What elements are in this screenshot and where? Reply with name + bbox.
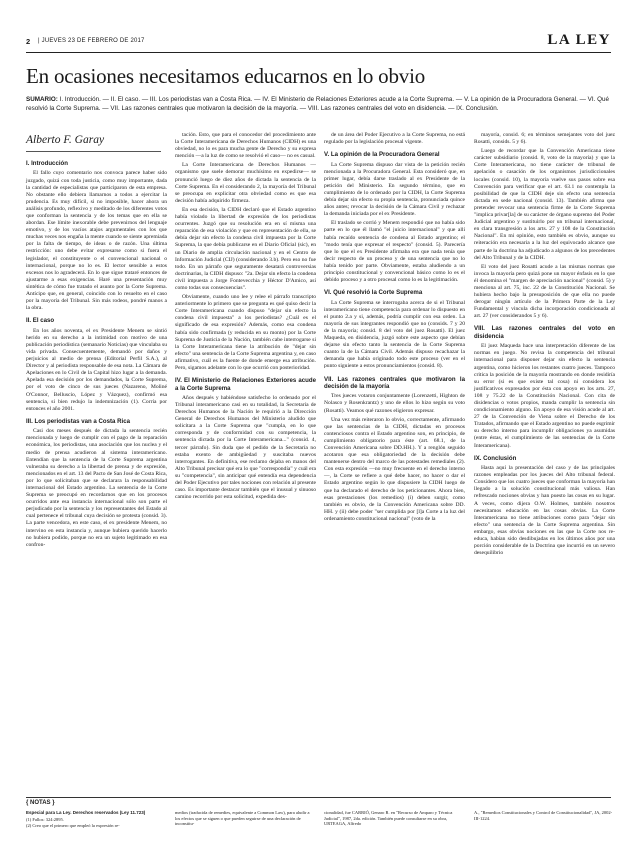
text-column-1: [26, 160, 167, 551]
notes-column-3: [324, 810, 464, 828]
paragraph: de un área del Poder Ejecutivo a la Corte Suprema, no está regulado por la legislación procesal vigente.: [324, 132, 465, 146]
page-number: 2: [26, 37, 31, 46]
paragraph: El voto del juez Rosatti acude a las mismas normas que invoca la mayoría pero quizá pone un mayor énfasis en lo que él denomina el "margen de apreciación nacional" (consid. 5) y menciona al art. 75, inc. 22 de la Constitución Nacional. Se hubiera hecho bajo la presuposición de que ella no puede derogar ningún artículo de la Primera Parte de la Ley Fundamental y vincula dicha incorporación condicionada al art. 27 (ver considerandos 5 y 6).: [474, 263, 615, 320]
paragraph: Casi dos meses después de dictada la sentencia recién mencionada y luego de cumplir con el pago de la reparación económica, los periodistas, una asociación que los nuclea y el medio de prensa acudieron al sistema interamericano. Entendían que la sentencia de la Corte Suprema argentina vulneraba su derecho a la libertad de prensa y de expresión, mencionados en el art. 13 del Pacto de San José de Costa Rica, por lo que solicitaban que se declarara la responsabilidad internacional del Estado argentino. La sentencia de la Corte Suprema se preocupó en recordarnos que en los procesos ocurridos ante esa instancia internacional sólo son parte el perjudicado por la sentencia y los representantes del Estado al cual pertenece el tribunal cuya decisión se protesta (consid. 3). La parte vencedora, en este caso, el ex presidente Menem, no intervino en esta instancia y, aunque hubiera querido hacerlo no hubiera podido, porque no era un sujeto legitimado en esa confron-: [26, 428, 167, 548]
paragraph: El fallo cuyo comentario nos convoca parece haber sido juzgado, quizá con toda justicia, como muy importante, dada la cantidad de especialistas que participaron de esta empresa. No obstante ello debiera llamarnos a todos a ejercitar la prudencia. Es muy difícil, si no imposible, hacer ahora un análisis profundo, reflexivo y meditado de los diferentes votos que conforman la sentencia y de los temas que en ella se abordan. Ese límite inexorable debe prevenirnos del lenguaje emotivo, y de los vacíos atajos argumentales con los que muchas veces nos engaña la mente cuando se siente apremiada por la falta de tiempo, de ideas o de razón. Una última restricción: uno debe evitar expresarse como si fuera el legislador, el constituyente o el convencional nacional o internacional, porque no lo es. El lector sensible a estos excesos nos lo agradecerá. En lo que sigue trataré entonces de ajustarme a esas exigencias. Haré una presentación muy sintética de cómo fue tratado el asunto por la Corte Suprema. Antícipo que, en general, coincido con lo resuelto en el caso por la mayoría del Tribunal. Sin más rodeos, pondré manos a la obra.: [26, 170, 167, 312]
footnote: Especial para La Ley. Derechos reservados (Ley 11.723): [26, 810, 146, 815]
paragraph: Obviamente, cuando uno lee y relee el párrafo transcripto anteriormente lo primero que se pregunta es qué quiso decir la Corte Interamericana cuando dispuso "dejar sin efecto la condena civil impuesta" a los periodistas? ¿Cuál es el significado de esa expresión? Además, como esa condena había sido confirmada (y reducida en su monto) por la Corte Suprema de Justicia de la Nación, también cabe interrogarse si la Corte Interamericana tiene la atribución de "dejar sin efecto" una sentencia de la Corte Suprema argentina y, en caso afirmativo, cuál es la fuente de donde emerge esa atribución. Pero, sigamos adelante con lo que ocurrió con posterioridad.: [175, 294, 316, 371]
section-heading: IX. Conclusión: [474, 454, 517, 462]
text-column-4: [474, 132, 615, 559]
section-heading: VII. Las razones centrales que motivaron la decisión de la mayoría: [324, 375, 465, 390]
article-title: En ocasiones necesitamos educarnos en lo obvio: [26, 64, 426, 88]
notes-column-4: [474, 810, 614, 822]
issue-date: | JUEVES 23 DE FEBRERO DE 2017: [38, 38, 145, 44]
paragraph: Luego de recordar que la Convención Americana tiene carácter subsidiario (consid. 8, voto de la mayoría) y que la Corte Interamericana, no tiene carácter de tribunal de apelación o casación de los organismos jurisdiccionales locales (consid. 10), la mayoría vuelve sus pasos sobre esa Convención para verificar que el art. 63.1 no contempla la posibilidad de que la CIDH deje sin efecto una sentencia dictada en sede nacional (consid. 13). También afirma que pretender revocar una sentencia firme de la Corte Suprema "implica privar[la] de su carácter de órgano supremo del Poder Judicial argentino y sustituirlo por un tribunal internacional, en clara transgresión a los arts. 27 y 108 de la Constitución Nacional". En mi opinión, esto también es obvio, aunque su reiteración era necesaria a la luz del equivocado alcance que parte de la doctrina ha adjudicado a algunos de los precedentes del Alto Tribunal y de la CIDH.: [474, 148, 615, 261]
footnote: medios (traducida de remedies, equivalente a Common Law), para aludir a los efectos que se siguen o que pueden seguirse de una declaración de inconstitu-: [175, 810, 310, 827]
section-heading: III. Los periodistas van a Costa Rica: [26, 417, 130, 425]
notes-column-2: [175, 810, 315, 828]
section-heading: VI. Qué resolvió la Corte Suprema: [324, 289, 423, 297]
paragraph: La Corte Suprema dispuso dar vista de la petición recién mencionada a la Procuradora General. Esta consideró que, en primer lugar, debía darse traslado al ex Presidente de la petición del Ministerio. En segundo término, que en cumplimiento de lo ordenado por la CIDH, la Corte Suprema debía dejar sin efecto su propia sentencia, pronunciada quince años antes; revocar la decisión de la Cámara Civil y rechazar la demanda iniciada por el ex Presidente.: [324, 161, 465, 218]
paragraph: Tres jueces votaron conjuntamente (Lorenzetti, Highton de Nolasco y Rosenkrantz) y uno de ellos lo hizo según su voto (Rosatti). Veamos qué razones eligieron expresar.: [324, 393, 465, 414]
summary-label: SUMARIO:: [26, 96, 58, 103]
section-heading: II. El caso: [26, 317, 55, 325]
notes-heading: { NOTAS }: [26, 800, 55, 806]
article-summary: [26, 96, 611, 113]
page-header: [26, 32, 611, 53]
section-heading: V. La opinión de la Procuradora General: [324, 151, 440, 159]
notes-divider: [26, 797, 611, 798]
paragraph: El juez Maqueda hace una interpretación diferente de las normas en juego. No revisa la competencia del tribunal internacional para disponer dejar sin efecto la sentencia argentina, como hicieron los restantes cuatro jueces. Tampoco critica la posición de la mayoría mostrando en donde residiría su error (si es que existe tal cosa) ni considera los justificativos expresados por ésta con apoyo en los arts. 27, 108 y 75.22 de la Constitución Nacional. Con cita de disidencias o votos propios, manda cumplir la sentencia sin condicionamiento alguno. En apoyo de esa visión acude al art. 27 de la Convención de Viena sobre el Derecho de los Tratados, afirmando que el Estado argentino no puede esgrimir su derecho interno para incumplir obligaciones ya asumidas (entre éstas, el cumplimiento de las sentencias de la Corte Interamericana).: [474, 343, 615, 449]
paragraph: tación. Esto, que para el conocedor del procedimiento ante la Corte Interamericana de Derechos Humanos (CIDH) es una obviedad, no lo es para mucha gente de Derecho y su expresa mención —a la luz de como se resolvió el caso— no es casual.: [175, 132, 316, 160]
paragraph: Una vez más reiteraron lo obvio, correctamente, afirmando que las sentencias de la CIDH, dictadas en procesos contenciosos contra el Estado argentino son, en principio, de cumplimiento obligatorio para éste (art. 68.1, de la Convención Americana sobre DD.HH.). Y a renglón seguido acotaron que esa obligatoriedad de la decisión debe mantenerse dentro del marco de las potestades remediales (2). Con esta expresión —no muy frecuente en el derecho interno—, la Corte se refiere a qué debe hacer, no hacer o dar el Estado argentino según lo que dispusiere la CIDH luego de que ha declarado el derecho de los peticionantes. Ahora bien, esas prestaciones (los remedios) (i) deben surgir, como también es obvio, de la Convención Americana sobre DD. HH. y (ii) debe poder "ser cumplida por [l]a Corte a la luz del ordenamiento constitucional nacional" (voto de la: [324, 416, 465, 522]
paragraph: Hasta aquí la presentación del caso y de las principales razones empleadas por los jueces del Alto tribunal federal. Considero que los cuatro jueces que conforman la mayoría han llegado a la solución constitucional más valiosa. Han refrescado nociones obvias y han puesto las cosas en su lugar. A veces, como dijera O.W. Holmes, también nosotros necesitamos educación en las cosas obvias. La Corte Interamericana no tiene atribuciones como para "dejar sin efecto" una sentencia de la Corte Suprema argentina. Sin embargo, esas obvias nociones en las que la Corte nos re-educa, habían sido desdibujadas en los últimos años por una porción considerable de la Doctrina que incurrió en un severo desequilibrio: [474, 465, 615, 557]
text-column-3: [324, 132, 465, 525]
paragraph: Años después y habiéndose satisfecho lo ordenado por el Tribunal interamericano casi en su totalidad, la Secretaría de Derechos Humanos de la Nación le requirió a la Dirección General de Derechos Humanos del Ministerio aludido que solicitara a la Corte Suprema que "cumpla, en lo que corresponda y de conformidad con su competencia, la sentencia dictada por la Corte Interamericana..." (consid. 4, tercer párrafo). Sin duda que el pedido de la Secretaría no estaba exento de ambigüedad y suscitaba nuevos interrogantes. En definitiva, ese reclamo dejaba en manos del Alto Tribunal precisar qué era lo que "correspondía" y cuál era su "competencia", sin anticipar qué entendía esa dependencia del Poder Ejecutivo por tales nociones con relación al presente caso. Es importante destacar también que el inusual y sinuoso camino recorrido por esta solicitud, expedida des-: [175, 394, 316, 501]
paragraph: El traslado se corrió y Menem respondió que no había sido parte en lo que él llamó "el juicio internacional" y que allí había recaído sentencia de condena al Estado argentino; el "modo tenía que expresar el respecto" (consid. 5). Parecería que lo que el ex Presidente afirmaba era que nada tenía que decir respecto de un proceso y de una sentencia que no lo había tenido por parte. Obviamente, estaba aludiendo a un principio constitucional y convencional básico como lo es el debido proceso y a otro procesal como lo es la legitimación.: [324, 220, 465, 284]
footnote: (2) Creo que el primero que empleó la expresión re-: [26, 823, 120, 829]
footnote: cionalidad, fue CARRIÓ, Genaro R. en "Recurso de Amparo y Técnica Judicial", 1987, 2da. edición. También puede consultarse en su obra, URTEAGA, Alfredo: [324, 810, 453, 827]
paragraph: En esa decisión, la CIDH declaró que el Estado argentino había violado la libertad de expresión de los periodistas ocurrentes. Juzgó que su resolución era en sí misma una reparación de esa violación y que en representación de ella, se debía dejar sin efecto la condena civil impuesta por la Corte Suprema, la que debía publicarse en el Diario Oficial (sic), en un Diario de amplia circulación nacional y en el Centro de Información Judicial (CIJ) (considerando 3.b). Pero eso no fue todo. En un párrafo que seguramente desatará controversias doctrinarias, la CIDH dispuso: "2a. Dejar sin efecto la condena civil impuesta a Jorge Fontevecchia y Héctor D'Amico, así como todas sus consecuencias".: [175, 206, 316, 291]
paragraph: mayoría, consid. 6; en términos semejantes voto del juez Rosatti, consids. 5 y 6).: [474, 132, 615, 146]
author-divider: [26, 151, 161, 152]
footnote: A., "Remedios Constitucionales y Control de Constitucionalidad", JA, 2002-III-1224.: [474, 810, 613, 821]
paragraph: La Corte Suprema se interrogaba acerca de si el Tribunal interamericano tiene competencia para ordenar lo dispuesto en el punto 2.a y si, además, podría cumplir con esa orden. La mayoría de sus integrantes respondió que no (consids. 7 y 20 de la mayoría; consid. 8 del voto del juez Rosatti). El juez Maqueda, en disidencia, juzgó sobre este aspecto que debían dejarse sin efecto tanto la sentencia de la Corte Suprema cuanto la de la Cámara Civil. Además dispuso recachazar la demanda que había originado todo este proceso (ver en el punto siguiente a estos pronunciamientos (consid. 8).: [324, 299, 465, 370]
la-ley-logo: LA LEY: [547, 32, 611, 48]
summary-text: I. Introducción. — II. El caso. — III. Los periodistas van a Costa Rica. — IV. El Ministerio de Relaciones Exteriores acude a la Corte Suprema. — V. La opinión de la Procuradora General. — VI. Qué resolvió la Corte Suprema. — VII. Las razones centrales que motivaron la decisión de la mayoría. — VIII. Las razones centrales del voto en disidencia. — IX. Conclusión.: [26, 96, 609, 112]
section-heading: IV. El Ministerio de Relaciones Exteriores acude a la Corte Suprema: [175, 377, 316, 392]
text-column-2: [175, 132, 316, 503]
section-heading: VIII. Las razones centrales del voto en disidencia: [474, 325, 615, 340]
footnote: (1) Fallos: 324:2895.: [26, 816, 64, 822]
paragraph: La Corte Interamericana de Derechos Humanos —organismo que suele demorar muchísimo en expedirse— se pronunció luego de diez años de dictada la sentencia de la Corte Suprema. En el considerando 2, la mayoría del Tribunal se preocupa en explicitar otra obviedad como es que esa decisión había adquirido firmeza.: [175, 162, 316, 204]
article-author: Alberto F. Garay: [26, 134, 105, 146]
section-heading: I. Introducción: [26, 160, 68, 167]
notes-column-1: [26, 810, 166, 830]
paragraph: En los años noventa, el ex Presidente Menem se sintió herido en su derecho a la intimidad con motivo de una publicación periodística (semanario Noticias) que vinculaba su vida privada. Consecuentemente, demandó por daños y perjuicios al medio de prensa (Editorial Perfil S.A.), al Director y al periodista responsable de esa nota. La Cámara de Apelaciones en lo Civil de la Capital hizo lugar a la demanda. Apelada esa decisión por los demandados, la Corte Suprema, por el voto de cinco de sus jueces (Nazareno, Moliné O'Connor, Belluscio, López y Vázquez), confirmó esa sentencia, si bien redujo la indemnización (1). Corría por entonces el año 2001.: [26, 327, 167, 412]
